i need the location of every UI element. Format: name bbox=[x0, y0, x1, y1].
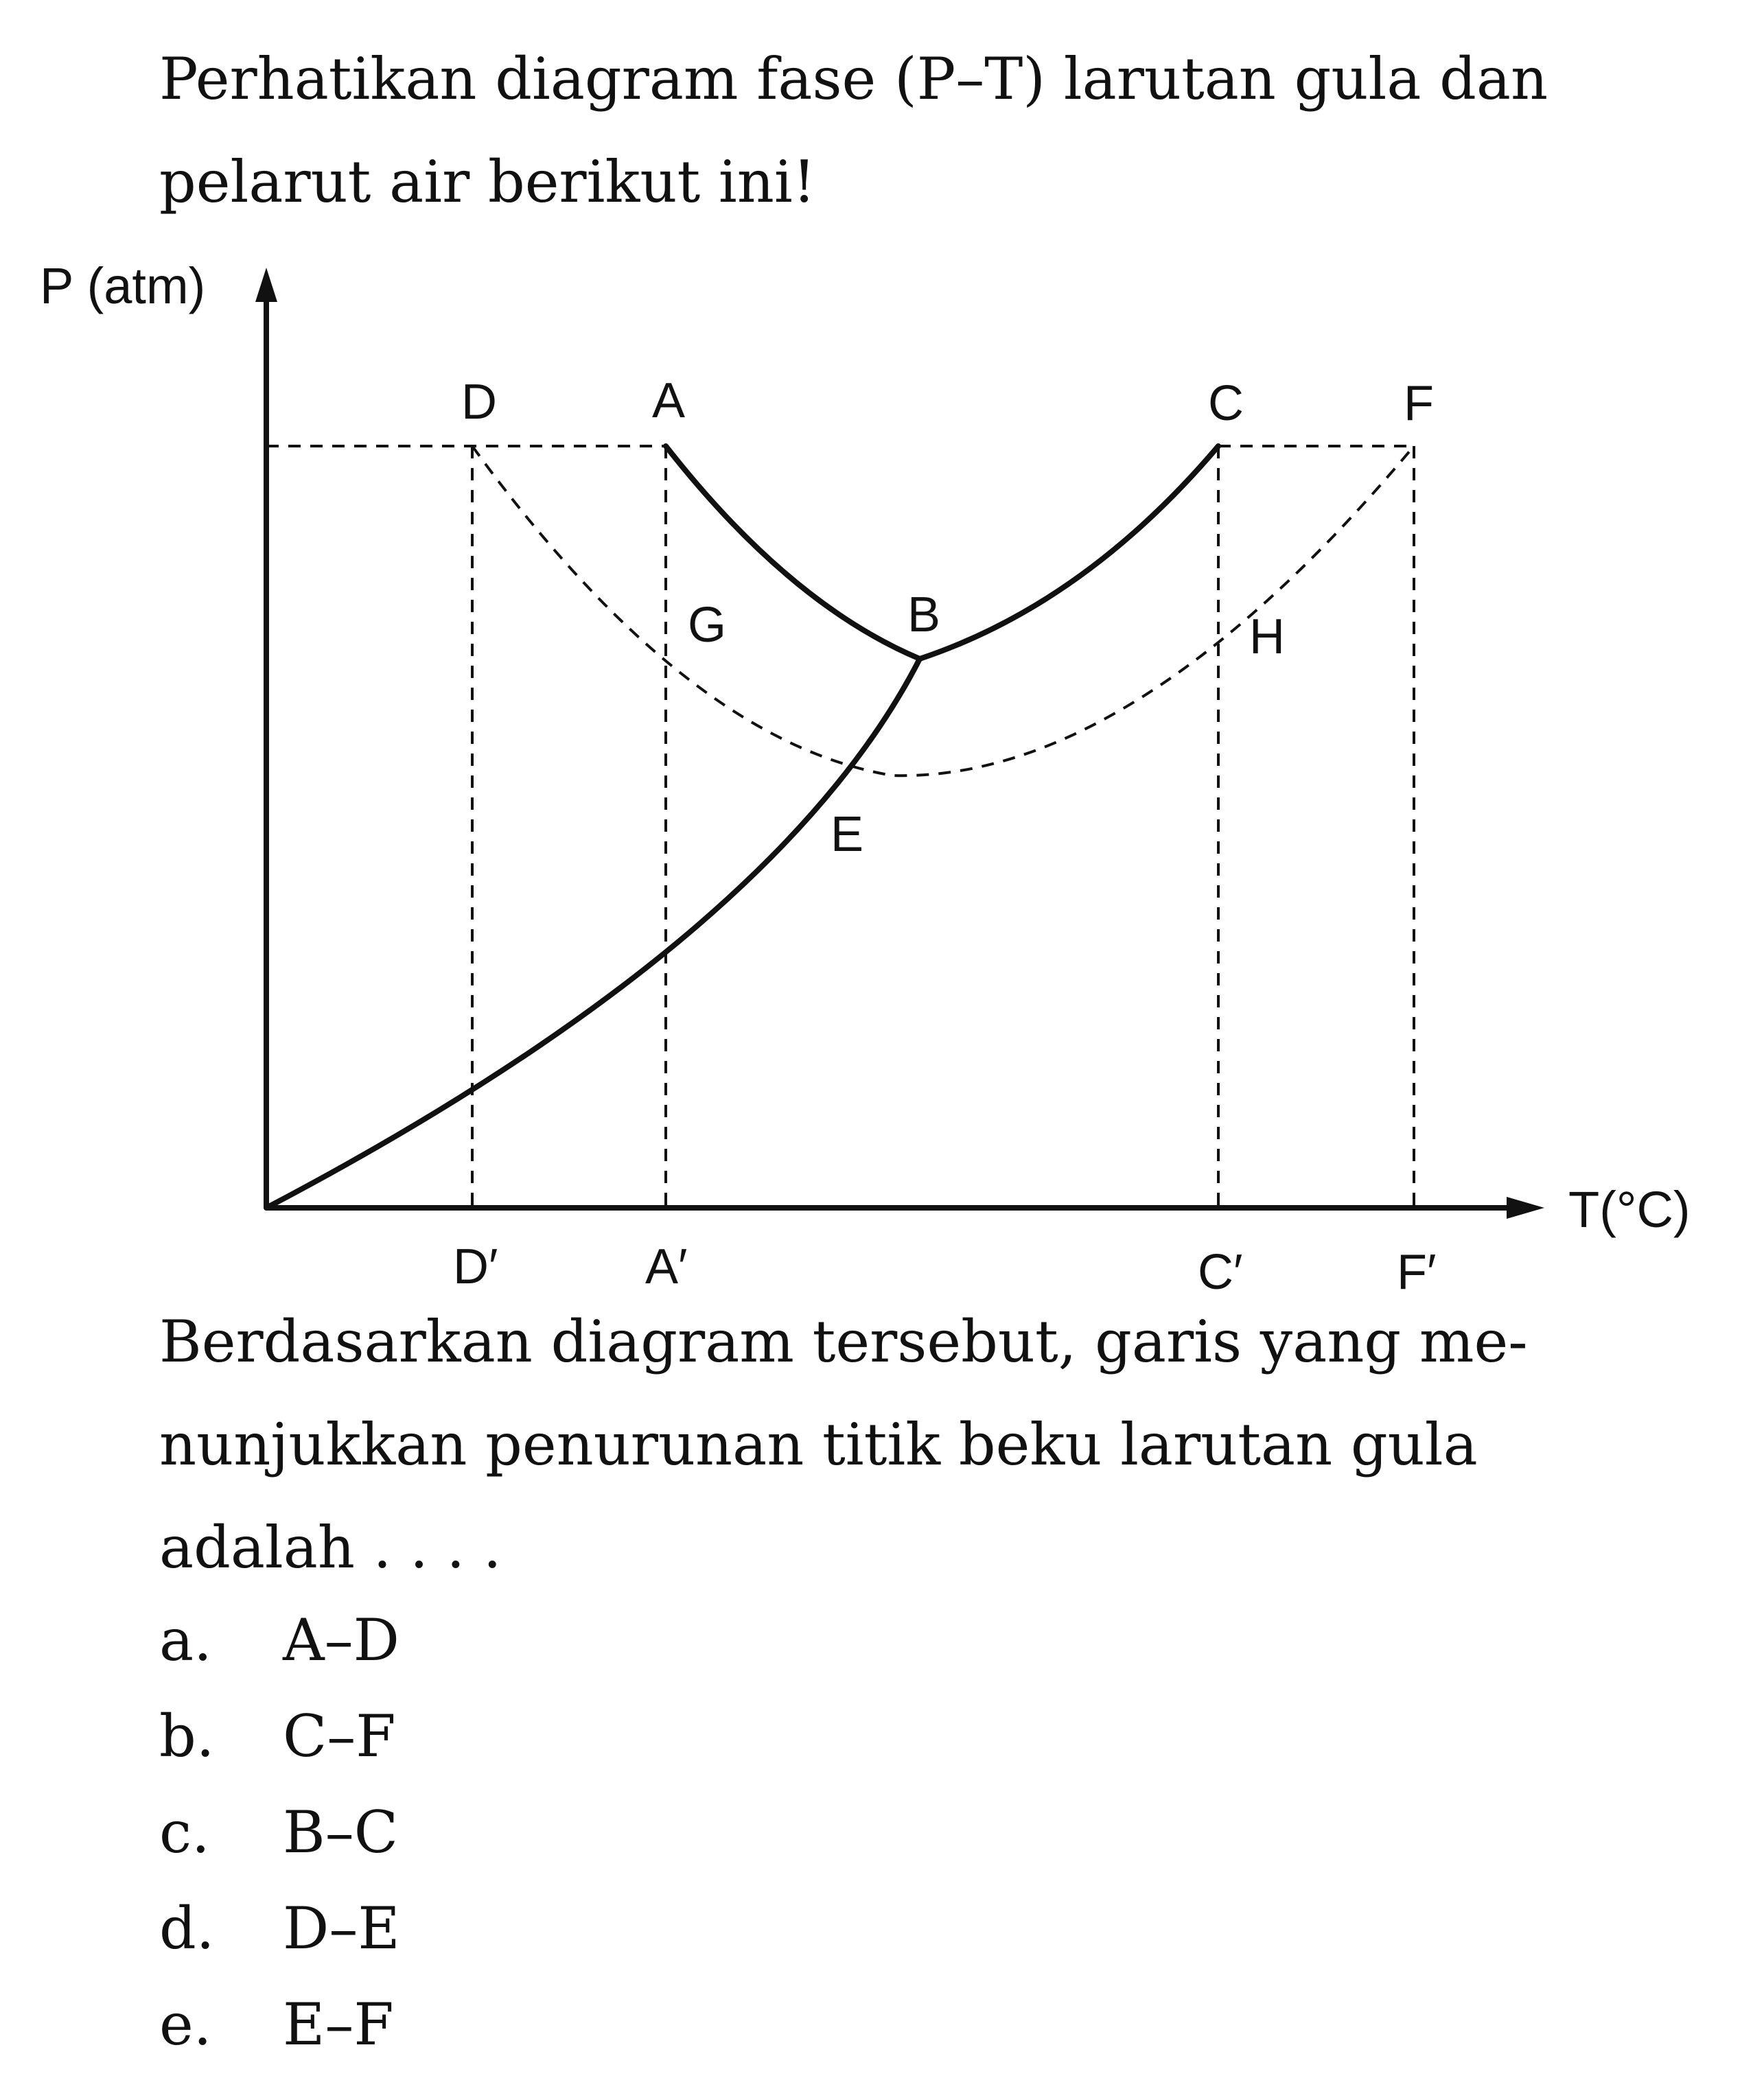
label-G: G bbox=[688, 598, 727, 653]
option-a[interactable] bbox=[159, 1592, 400, 1688]
intro-line-1: Perhatikan diagram fase (P–T) larutan gula dan bbox=[159, 45, 1548, 113]
question-line-3: adalah . . . . bbox=[159, 1514, 502, 1581]
label-B: B bbox=[907, 587, 941, 642]
label-A-prime: A′ bbox=[645, 1239, 688, 1290]
label-D: D bbox=[461, 375, 497, 430]
option-text: B–C bbox=[283, 1799, 398, 1866]
y-axis-label: P (atm) bbox=[40, 257, 206, 314]
phase-diagram bbox=[0, 247, 1764, 1290]
y-axis-arrowhead bbox=[255, 268, 277, 302]
curve-B-C bbox=[920, 446, 1218, 659]
option-text: A–D bbox=[283, 1607, 400, 1674]
option-d[interactable] bbox=[159, 1880, 400, 1976]
label-C: C bbox=[1208, 376, 1244, 431]
label-A: A bbox=[652, 373, 686, 428]
label-F-prime: F′ bbox=[1397, 1245, 1437, 1290]
label-H: H bbox=[1249, 609, 1285, 664]
option-text: C–F bbox=[283, 1703, 396, 1770]
answer-options bbox=[159, 1592, 400, 2073]
option-letter: d. bbox=[159, 1895, 215, 1962]
question-line-2: nunjukkan penurunan titik beku larutan gula bbox=[159, 1411, 1478, 1478]
option-c[interactable] bbox=[159, 1784, 400, 1880]
option-e[interactable] bbox=[159, 1976, 400, 2073]
option-text: D–E bbox=[283, 1895, 400, 1962]
option-letter: c. bbox=[159, 1799, 210, 1866]
label-E: E bbox=[831, 807, 864, 862]
option-letter: a. bbox=[159, 1607, 212, 1674]
option-letter: b. bbox=[159, 1703, 215, 1770]
x-axis-arrowhead bbox=[1507, 1197, 1544, 1219]
option-letter: e. bbox=[159, 1991, 212, 2058]
intro-text bbox=[159, 27, 1738, 233]
label-C-prime: C′ bbox=[1198, 1245, 1243, 1290]
option-b[interactable] bbox=[159, 1688, 400, 1784]
curve-origin-B bbox=[266, 659, 920, 1208]
x-axis-label: T(°C) bbox=[1568, 1181, 1691, 1238]
intro-line-2: pelarut air berikut ini! bbox=[159, 148, 816, 215]
option-text: E–F bbox=[283, 1991, 394, 2058]
question-text bbox=[159, 1290, 1738, 1599]
question-line-1: Berdasarkan diagram tersebut, garis yang me- bbox=[159, 1308, 1528, 1375]
label-D-prime: D′ bbox=[453, 1239, 498, 1290]
label-F: F bbox=[1404, 376, 1434, 431]
